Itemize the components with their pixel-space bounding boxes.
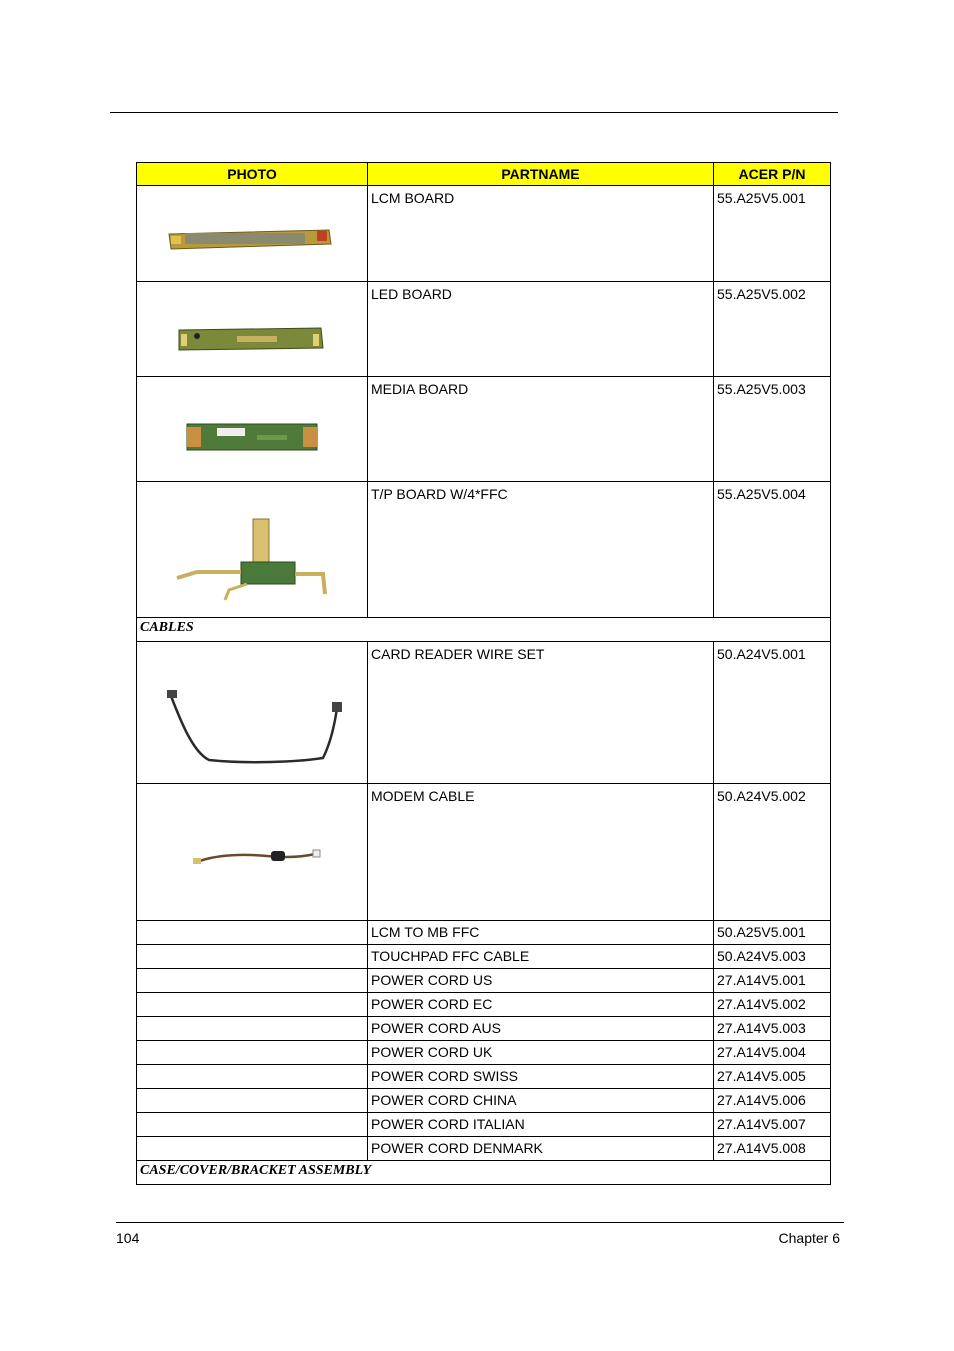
parts-table xyxy=(136,162,831,1185)
table-row: POWER CORD AUS 27.A14V5.003 xyxy=(137,1017,831,1041)
partname-cell: LCM BOARD xyxy=(368,186,714,282)
pn-cell: 55.A25V5.001 xyxy=(714,186,831,282)
table-row xyxy=(137,784,831,921)
photo-cell xyxy=(137,482,368,618)
table-row: POWER CORD ITALIAN 27.A14V5.007 xyxy=(137,1113,831,1137)
partname-cell: T/P BOARD W/4*FFC xyxy=(368,482,714,618)
pn-cell: 55.A25V5.002 xyxy=(714,282,831,377)
header-acer-pn: ACER P/N xyxy=(714,163,831,186)
footer-rule xyxy=(116,1222,844,1223)
photo-cell xyxy=(137,784,368,921)
table-row: POWER CORD CHINA 27.A14V5.006 xyxy=(137,1089,831,1113)
table-row xyxy=(137,482,831,618)
section-title: CASE/COVER/BRACKET ASSEMBLY xyxy=(140,1163,372,1178)
section-row-cables xyxy=(137,618,831,642)
page-number: 104 xyxy=(116,1230,140,1246)
photo-cell xyxy=(137,642,368,784)
photo-cell xyxy=(137,186,368,282)
pn-cell: 50.A24V5.001 xyxy=(714,642,831,784)
table-row: POWER CORD US 27.A14V5.001 xyxy=(137,969,831,993)
pn-cell: 50.A24V5.002 xyxy=(714,784,831,921)
photo-cell xyxy=(137,377,368,482)
chapter-label: Chapter 6 xyxy=(778,1230,840,1246)
table-row: POWER CORD DENMARK 27.A14V5.008 xyxy=(137,1137,831,1161)
section-title: CABLES xyxy=(140,620,194,635)
table-row xyxy=(137,186,831,282)
modem-cable-photo xyxy=(137,784,368,920)
section-row-case xyxy=(137,1161,831,1185)
table-header-row xyxy=(137,163,831,186)
header-photo: PHOTO xyxy=(137,163,368,186)
table-row xyxy=(137,377,831,482)
pn-cell: 55.A25V5.004 xyxy=(714,482,831,618)
photo-cell xyxy=(137,282,368,377)
table-row: LCM TO MB FFC 50.A25V5.001 xyxy=(137,921,831,945)
table-row: TOUCHPAD FFC CABLE 50.A24V5.003 xyxy=(137,945,831,969)
partname-cell: CARD READER WIRE SET xyxy=(368,642,714,784)
table-row xyxy=(137,282,831,377)
tp-board-photo xyxy=(137,482,368,617)
partname-cell: LED BOARD xyxy=(368,282,714,377)
table-row xyxy=(137,642,831,784)
pn-cell: 55.A25V5.003 xyxy=(714,377,831,482)
table-row: POWER CORD UK 27.A14V5.004 xyxy=(137,1041,831,1065)
media-board-photo xyxy=(137,377,368,481)
card-reader-wire-photo xyxy=(137,642,368,783)
table-row: POWER CORD SWISS 27.A14V5.005 xyxy=(137,1065,831,1089)
header-partname: PARTNAME xyxy=(368,163,714,186)
table-row: POWER CORD EC 27.A14V5.002 xyxy=(137,993,831,1017)
header-rule xyxy=(110,112,838,113)
lcm-board-photo xyxy=(137,186,368,281)
led-board-photo xyxy=(137,282,368,376)
partname-cell: MODEM CABLE xyxy=(368,784,714,921)
partname-cell: MEDIA BOARD xyxy=(368,377,714,482)
